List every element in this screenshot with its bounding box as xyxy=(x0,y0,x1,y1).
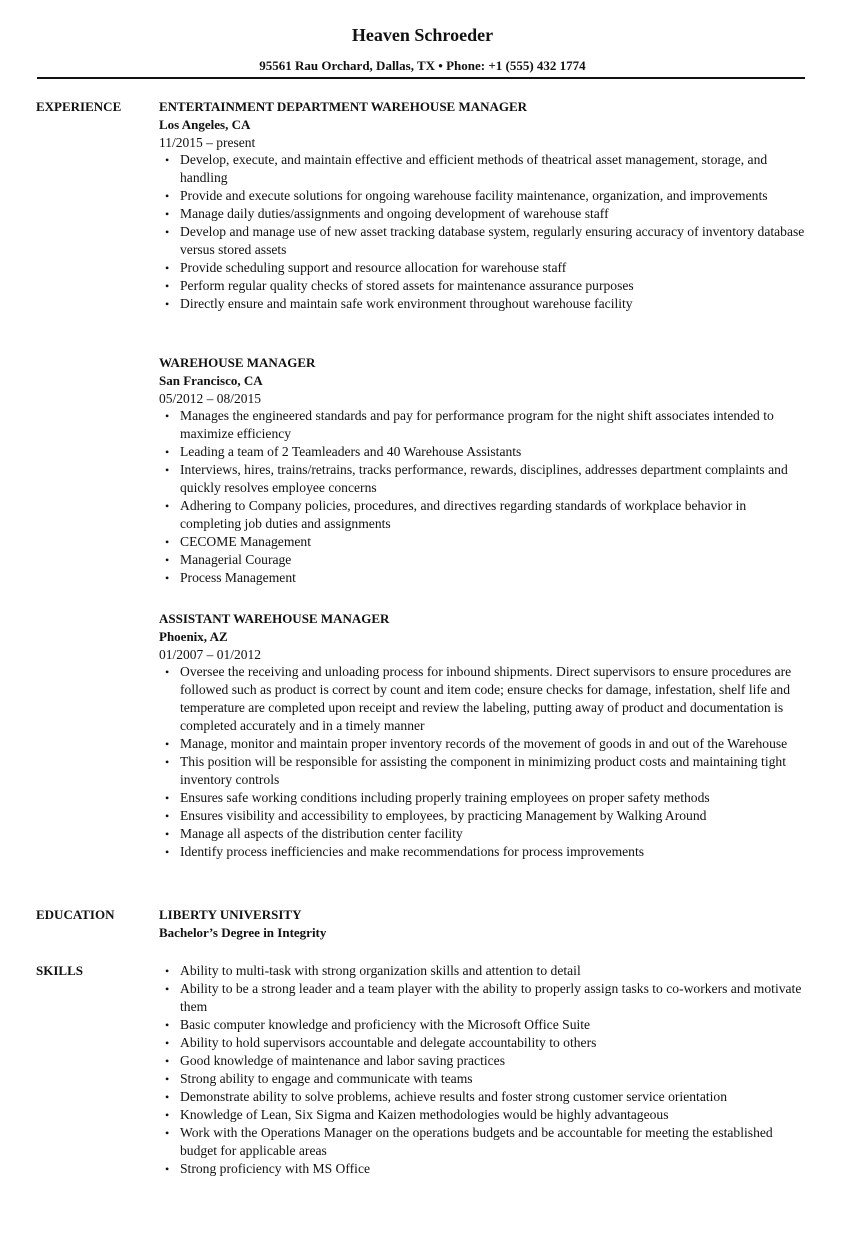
job-title: ENTERTAINMENT DEPARTMENT WAREHOUSE MANAGER xyxy=(159,99,528,114)
bullet-item: • Perform regular quality checks of stored assets for maintenance assurance purposes xyxy=(180,277,809,295)
bullet-item: • Leading a team of 2 Teamleaders and 40 Warehouse Assistants xyxy=(180,443,809,461)
skill-item: • Strong ability to engage and communicate with teams xyxy=(180,1070,809,1088)
skill-item: • Ability to hold supervisors accountable and delegate accountability to others xyxy=(180,1034,809,1052)
job-bullets xyxy=(159,151,809,313)
job-location: Phoenix, AZ xyxy=(159,629,228,644)
section-label-education: EDUCATION xyxy=(36,907,115,922)
skill-item: • Basic computer knowledge and proficiency with the Microsoft Office Suite xyxy=(180,1016,809,1034)
bullet-item: • CECOME Management xyxy=(180,533,809,551)
job-entry xyxy=(159,354,809,587)
skill-item: • Demonstrate ability to solve problems, achieve results and foster strong customer service orientation xyxy=(180,1088,809,1106)
job-entry xyxy=(159,98,809,313)
resume-name: Heaven Schroeder xyxy=(351,25,494,45)
bullet-item: • Provide scheduling support and resource allocation for warehouse staff xyxy=(180,259,809,277)
education-entry xyxy=(159,906,809,942)
section-label-experience: EXPERIENCE xyxy=(36,99,122,114)
bullet-item: • Identify process inefficiencies and make recommendations for process improvements xyxy=(180,843,809,861)
bullet-item: • Interviews, hires, trains/retrains, tracks performance, rewards, disciplines, addresses department complaints and quickly resolves employee concerns xyxy=(180,461,809,497)
bullet-item: • Ensures safe working conditions including properly training employees on proper safety methods xyxy=(180,789,809,807)
bullet-item: • Manage all aspects of the distribution center facility xyxy=(180,825,809,843)
skill-item: • Good knowledge of maintenance and labor saving practices xyxy=(180,1052,809,1070)
section-label-skills: SKILLS xyxy=(36,963,83,978)
bullet-item: • This position will be responsible for assisting the component in minimizing product costs and maintaining tight inventory controls xyxy=(180,753,809,789)
contact-line: 95561 Rau Orchard, Dallas, TX • Phone: +1 (555) 432 1774 xyxy=(259,58,586,73)
skill-item: • Strong proficiency with MS Office xyxy=(180,1160,809,1178)
skill-item: • Ability to be a strong leader and a team player with the ability to properly assign tasks to co-workers and motivate them xyxy=(180,980,809,1016)
job-entry xyxy=(159,610,809,861)
skill-item: • Work with the Operations Manager on the operations budgets and be accountable for meeting the established budget for applicable areas xyxy=(180,1124,809,1160)
job-dates: 01/2007 – 01/2012 xyxy=(159,647,262,662)
bullet-item: • Oversee the receiving and unloading process for inbound shipments. Direct supervisors to ensure procedures are followed such as product is correct by count and item code; ensure checks for damage, infestation, shelf life and temperature are completed upon receipt and review the labeling, putting away of product and documentation is completed accurately and in a timely manner xyxy=(180,663,809,735)
bullet-item: • Managerial Courage xyxy=(180,551,809,569)
header-divider xyxy=(37,77,805,79)
job-location: San Francisco, CA xyxy=(159,373,263,388)
bullet-item: • Manage, monitor and maintain proper inventory records of the movement of goods in and out of the Warehouse xyxy=(180,735,809,753)
job-title: ASSISTANT WAREHOUSE MANAGER xyxy=(159,611,390,626)
bullet-item: • Ensures visibility and accessibility to employees, by practicing Management by Walking Around xyxy=(180,807,809,825)
job-location: Los Angeles, CA xyxy=(159,117,251,132)
job-bullets xyxy=(159,663,809,861)
job-dates: 05/2012 – 08/2015 xyxy=(159,391,262,406)
degree: Bachelor’s Degree in Integrity xyxy=(159,925,327,940)
skill-item: • Ability to multi-task with strong organization skills and attention to detail xyxy=(180,962,809,980)
bullet-item: • Manage daily duties/assignments and ongoing development of warehouse staff xyxy=(180,205,809,223)
job-dates: 11/2015 – present xyxy=(159,135,256,150)
skills-list xyxy=(159,962,809,1178)
bullet-item: • Directly ensure and maintain safe work environment throughout warehouse facility xyxy=(180,295,809,313)
bullet-item: • Process Management xyxy=(180,569,809,587)
job-bullets xyxy=(159,407,809,587)
skill-item: • Knowledge of Lean, Six Sigma and Kaizen methodologies would be highly advantageous xyxy=(180,1106,809,1124)
bullet-item: • Manages the engineered standards and pay for performance program for the night shift associates intended to maximize efficiency xyxy=(180,407,809,443)
skills-list-block xyxy=(159,962,809,1178)
bullet-item: • Develop and manage use of new asset tracking database system, regularly ensuring accuracy of inventory database versus stored assets xyxy=(180,223,809,259)
bullet-item: • Develop, execute, and maintain effective and efficient methods of theatrical asset management, storage, and handling xyxy=(180,151,809,187)
school-name: LIBERTY UNIVERSITY xyxy=(159,907,302,922)
job-title: WAREHOUSE MANAGER xyxy=(159,355,316,370)
bullet-item: • Adhering to Company policies, procedures, and directives regarding standards of workplace behavior in completing job duties and assignments xyxy=(180,497,809,533)
bullet-item: • Provide and execute solutions for ongoing warehouse facility maintenance, organization, and improvements xyxy=(180,187,809,205)
